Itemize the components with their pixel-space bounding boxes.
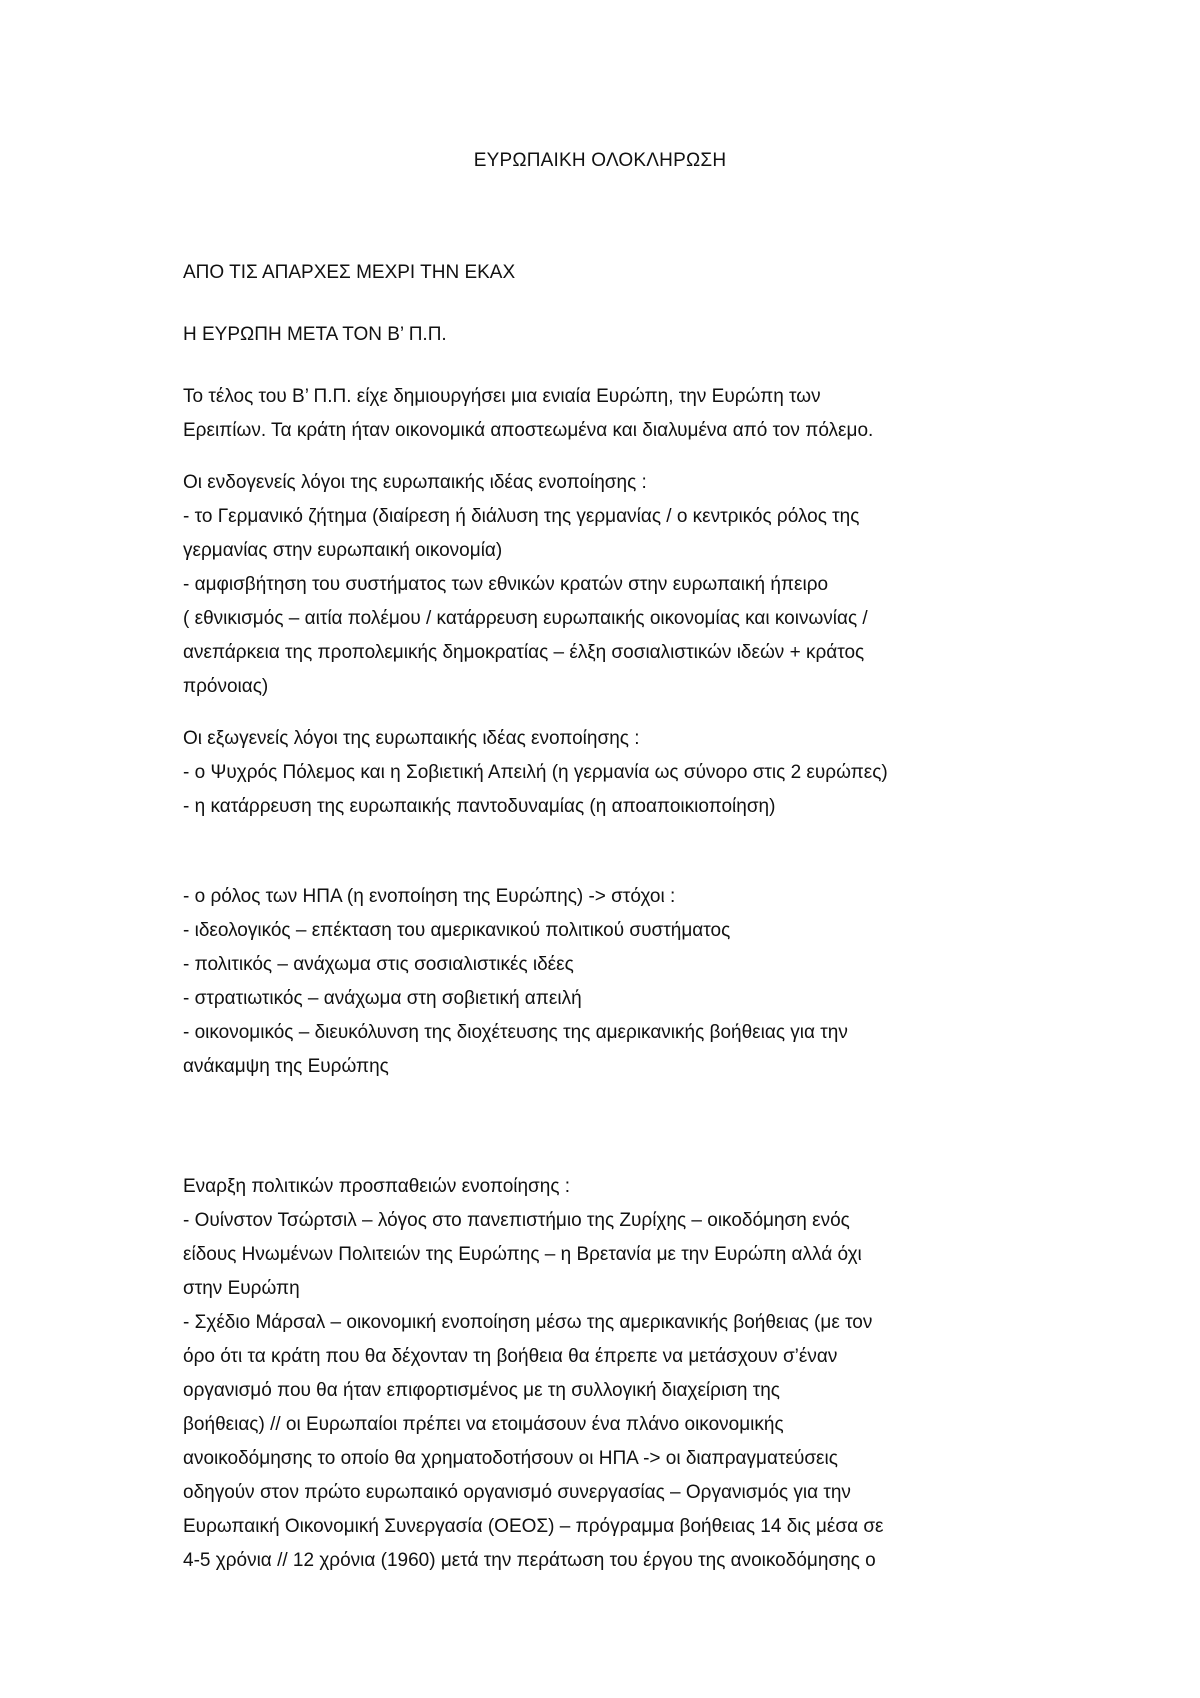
text-line: - πολιτικός – ανάχωμα στις σοσιαλιστικές ιδέες xyxy=(183,954,574,975)
document-body xyxy=(183,256,1023,1578)
text-line: είδους Ηνωμένων Πολιτειών της Ευρώπης – η Βρετανία με την Ευρώπη αλλά όχι xyxy=(183,1244,862,1265)
text-line: - αμφισβήτηση του συστήματος των εθνικών κρατών στην ευρωπαική ήπειρο xyxy=(183,574,829,595)
text-line: ανοικοδόμησης το οποίο θα χρηματοδοτήσουν οι ΗΠΑ -> οι διαπραγματεύσεις xyxy=(183,1448,838,1469)
text-line: - το Γερμανικό ζήτημα (διαίρεση ή διάλυση της γερμανίας / ο κεντρικός ρόλος της xyxy=(183,506,860,527)
text-line: ( εθνικισμός – αιτία πολέμου / κατάρρευση ευρωπαικής οικονομίας και κοινωνίας / xyxy=(183,608,868,629)
text-line: - ο Ψυχρός Πόλεμος και η Σοβιετική Απειλή (η γερμανία ως σύνορο στις 2 ευρώπες) xyxy=(183,762,888,783)
text-line: βοήθειας) // οι Ευρωπαίοι πρέπει να ετοιμάσουν ένα πλάνο οικονομικής xyxy=(183,1414,784,1435)
text-line: Το τέλος του Β’ Π.Π. είχε δημιουργήσει μια ενιαία Ευρώπη, την Ευρώπη των xyxy=(183,386,821,407)
text-line: πρόνοιας) xyxy=(183,676,269,697)
section-heading: ΑΠΟ ΤΙΣ ΑΠΑΡΧΕΣ ΜΕΧΡΙ ΤΗΝ ΕΚΑΧ xyxy=(183,262,516,283)
political-efforts xyxy=(183,1170,1023,1578)
document-title: ΕΥΡΩΠΑΙΚΗ ΟΛΟΚΛΗΡΩΣΗ xyxy=(473,150,727,171)
text-line: Οι εξωγενείς λόγοι της ευρωπαικής ιδέας ενοποίησης : xyxy=(183,728,640,749)
text-line: ανάκαμψη της Ευρώπης xyxy=(183,1056,389,1077)
text-line: - ο ρόλος των ΗΠΑ (η ενοποίηση της Ευρώπης) -> στόχοι : xyxy=(183,886,676,907)
text-line: - Ουίνστον Τσώρτσιλ – λόγος στο πανεπιστήμιο της Ζυρίχης – οικοδόμηση ενός xyxy=(183,1210,850,1231)
text-line: Εναρξη πολιτικών προσπαθειών ενοποίησης : xyxy=(183,1176,571,1197)
text-line: - στρατιωτικός – ανάχωμα στη σοβιετική απειλή xyxy=(183,988,582,1009)
text-line: Ευρωπαική Οικονομική Συνεργασία (ΟΕΟΣ) – πρόγραμμα βοήθειας 14 δις μέσα σε xyxy=(183,1516,884,1537)
text-line: - ιδεολογικός – επέκταση του αμερικανικού πολιτικού συστήματος xyxy=(183,920,731,941)
text-line: Οι ενδογενείς λόγοι της ευρωπαικής ιδέας ενοποίησης : xyxy=(183,472,647,493)
text-line: - οικονομικός – διευκόλυνση της διοχέτευσης της αμερικανικής βοήθειας για την xyxy=(183,1022,848,1043)
usa-role xyxy=(183,880,1023,1084)
text-line: όρο ότι τα κράτη που θα δέχονταν τη βοήθεια θα έπρεπε να μετάσχουν σ’έναν xyxy=(183,1346,838,1367)
text-line: - Σχέδιο Μάρσαλ – οικονομική ενοποίηση μέσω της αμερικανικής βοήθειας (με τον xyxy=(183,1312,873,1333)
text-line: Ερειπίων. Τα κράτη ήταν οικονομικά αποστεωμένα και διαλυμένα από τον πόλεμο. xyxy=(183,420,874,441)
text-line: 4-5 χρόνια // 12 χρόνια (1960) μετά την περάτωση του έργου της ανοικοδόμησης ο xyxy=(183,1550,876,1571)
endogenous-reasons xyxy=(183,466,1023,704)
exogenous-reasons xyxy=(183,722,1023,824)
section-subheading: Η ΕΥΡΩΠΗ ΜΕΤΑ ΤΟΝ Β’ Π.Π. xyxy=(183,324,447,345)
intro-paragraph xyxy=(183,380,1023,448)
text-line: οδηγούν στον πρώτο ευρωπαικό οργανισμό συνεργασίας – Οργανισμός για την xyxy=(183,1482,851,1503)
text-line: - η κατάρρευση της ευρωπαικής παντοδυναμίας (η αποαποικιοποίηση) xyxy=(183,796,776,817)
text-line: στην Ευρώπη xyxy=(183,1278,300,1299)
text-line: οργανισμό που θα ήταν επιφορτισμένος με τη συλλογική διαχείριση της xyxy=(183,1380,780,1401)
text-line: γερμανίας στην ευρωπαική οικονομία) xyxy=(183,540,503,561)
text-line: ανεπάρκεια της προπολεμικής δημοκρατίας – έλξη σοσιαλιστικών ιδεών + κράτος xyxy=(183,642,865,663)
